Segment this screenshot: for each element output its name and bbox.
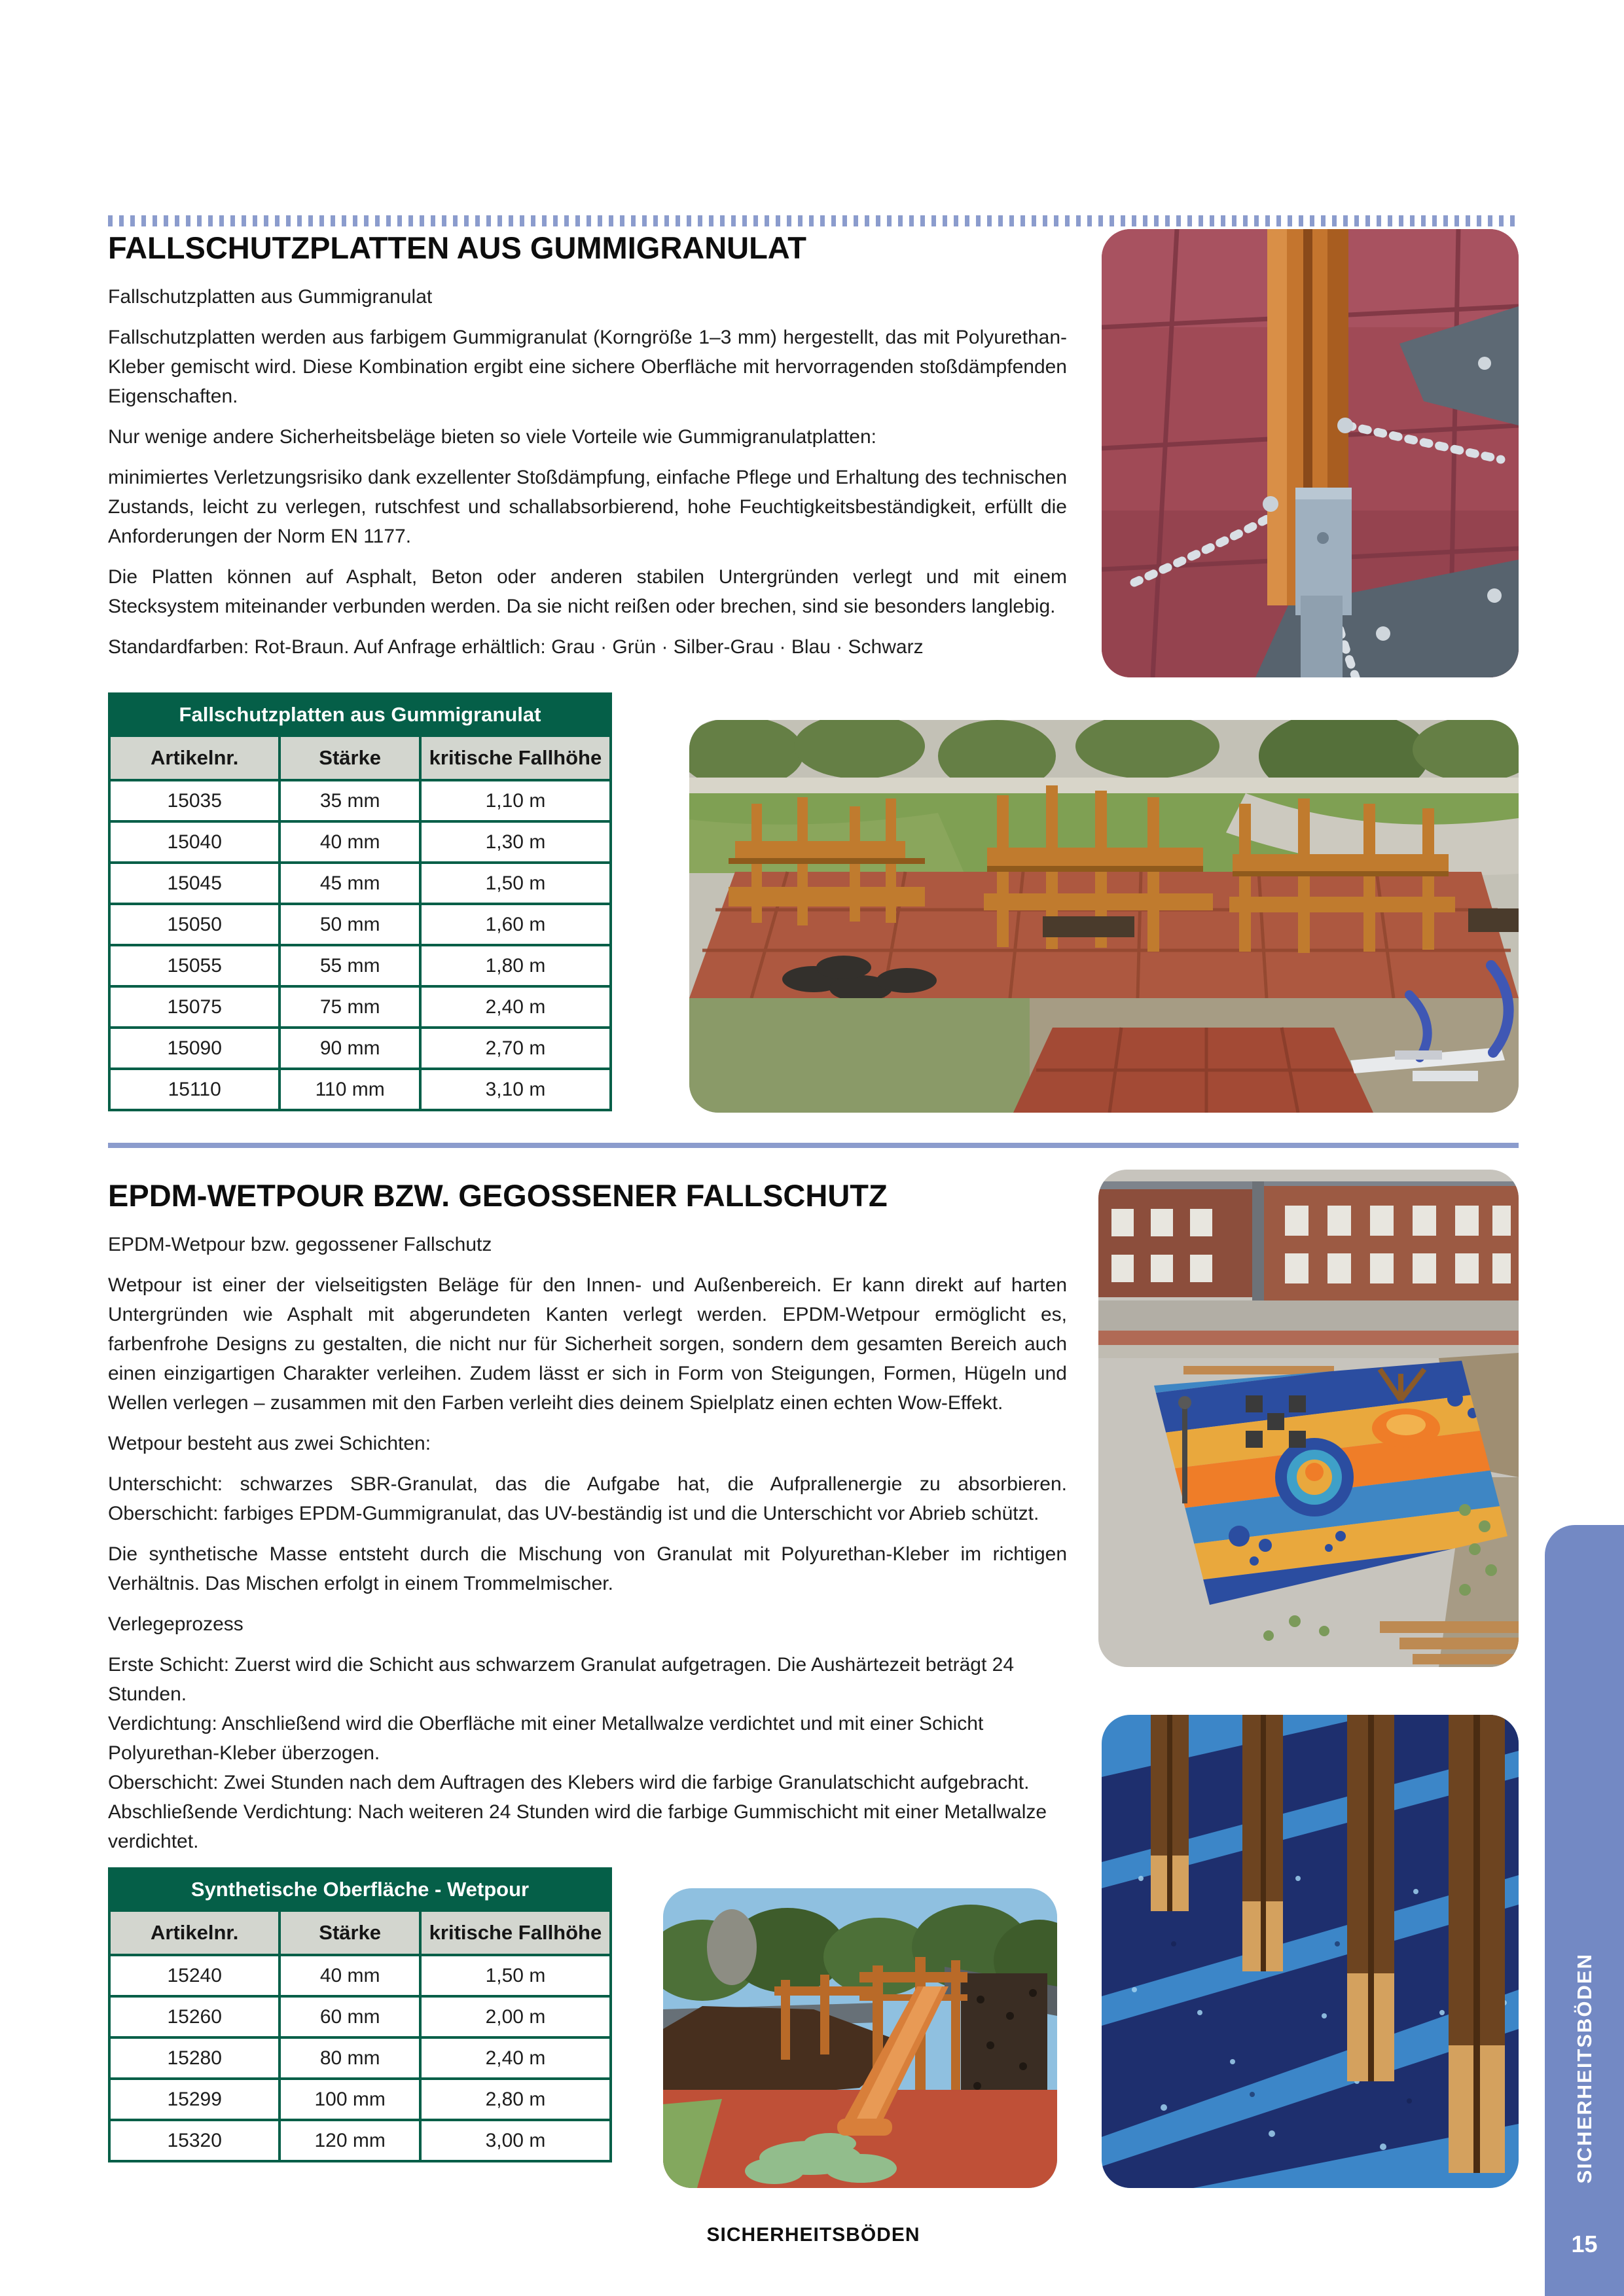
- cell-staerke: 60 mm: [280, 1996, 420, 2037]
- table-row: [109, 1028, 611, 1069]
- cell-staerke: 90 mm: [280, 1028, 420, 1069]
- cell-artikelnr: 15320: [109, 2120, 280, 2161]
- table-row: [109, 780, 611, 821]
- table-row: [109, 2037, 611, 2079]
- cell-artikelnr: 15045: [109, 863, 280, 904]
- cell-fallhoehe: 2,80 m: [420, 2079, 611, 2120]
- cell-staerke: 100 mm: [280, 2079, 420, 2120]
- section2-paragraph-3: Die synthetische Masse entsteht durch die Mischung von Granulat mit Polyurethan-Kleber im richtigen Verhältnis. Das Mischen erfolgt in einem Trommelmischer.: [108, 1543, 1067, 1594]
- cell-artikelnr: 15090: [109, 1028, 280, 1069]
- cell-staerke: 75 mm: [280, 986, 420, 1028]
- section2-step-2: Verdichtung: Anschließend wird die Oberfläche mit einer Metallwalze verdichtet und mit einer Schicht Polyurethan-Kleber überzogen.: [108, 1713, 984, 1764]
- cell-fallhoehe: 2,70 m: [420, 1028, 611, 1069]
- table2-col-artikelnr: Artikelnr.: [109, 1910, 280, 1955]
- cell-artikelnr: 15050: [109, 904, 280, 945]
- table-row: [109, 821, 611, 863]
- table-row: [109, 986, 611, 1028]
- cell-fallhoehe: 1,50 m: [420, 863, 611, 904]
- section2-paragraph-2: Wetpour besteht aus zwei Schichten:: [108, 1433, 431, 1454]
- cell-staerke: 40 mm: [280, 821, 420, 863]
- cell-artikelnr: 15040: [109, 821, 280, 863]
- table-row: [109, 2120, 611, 2161]
- cell-staerke: 110 mm: [280, 1069, 420, 1110]
- section2-subtitle: EPDM-Wetpour bzw. gegossener Fallschutz: [108, 1234, 492, 1255]
- table-row: [109, 904, 611, 945]
- cell-fallhoehe: 2,00 m: [420, 1996, 611, 2037]
- section1-paragraph-3: minimiertes Verletzungsrisiko dank exzellenter Stoßdämpfung, einfache Pflege und Erhaltung des technischen Zustands, leicht zu verlegen, rutschfest und schallabsorbierend, hohe Feuchtigkeitsbeständigkeit, erfüllt die Anforderungen der Norm EN 1177.: [108, 467, 1067, 547]
- cell-artikelnr: 15240: [109, 1955, 280, 1996]
- section2-step-1: Erste Schicht: Zuerst wird die Schicht aus schwarzem Granulat aufgetragen. Die Aushärtezeit beträgt 24 Stunden.: [108, 1654, 1015, 1705]
- photo-playground-red-tiles: [689, 720, 1519, 1113]
- cell-artikelnr: 15075: [109, 986, 280, 1028]
- section1-paragraph-4: Die Platten können auf Asphalt, Beton oder anderen stabilen Untergründen verlegt und mit einem Stecksystem miteinander verbunden werden. Da sie nicht reißen oder brechen, sind sie besonders langlebig.: [108, 566, 1067, 617]
- section1-colors-line: Standardfarben: Rot-Braun. Auf Anfrage erhältlich: Grau · Grün · Silber-Grau · Blau · Schwarz: [108, 636, 924, 658]
- table-row: [109, 1069, 611, 1110]
- photo-blue-wetpour-posts: [1102, 1715, 1519, 2188]
- table1-title: Fallschutzplatten aus Gummigranulat: [109, 694, 611, 736]
- table-header-row: [109, 736, 611, 780]
- section-epdm-wetpour: [108, 1178, 1067, 1856]
- section2-step-4: Abschließende Verdichtung: Nach weiteren 24 Stunden wird die farbige Gummischicht mit einer Metallwalze verdichtet.: [108, 1801, 1047, 1852]
- section-divider: [108, 1143, 1519, 1148]
- cell-fallhoehe: 2,40 m: [420, 2037, 611, 2079]
- table-wetpour: [108, 1867, 612, 2162]
- section2-step-3: Oberschicht: Zwei Stunden nach dem Auftragen des Klebers wird die farbige Granulatschicht aufgebracht.: [108, 1772, 1030, 1793]
- table1-col-artikelnr: Artikelnr.: [109, 736, 280, 780]
- table-row: [109, 863, 611, 904]
- table-row: [109, 1955, 611, 1996]
- cell-fallhoehe: 2,40 m: [420, 986, 611, 1028]
- cell-staerke: 120 mm: [280, 2120, 420, 2161]
- photo-rubber-tiles-post-chains: [1102, 229, 1519, 677]
- footer-chapter-label: SICHERHEITSBÖDEN: [706, 2224, 920, 2246]
- table-row: [109, 945, 611, 986]
- section1-subtitle: Fallschutzplatten aus Gummigranulat: [108, 286, 433, 308]
- section2-title: EPDM-WETPOUR BZW. GEGOSSENER FALLSCHUTZ: [108, 1178, 888, 1213]
- table2-col-fallhoehe: kritische Fallhöhe: [420, 1910, 611, 1955]
- section2-layer2: Oberschicht: farbiges EPDM-Gummigranulat, das UV-beständig ist und die Unterschicht vor Abrieb schützt.: [108, 1503, 1039, 1524]
- photo-slide-red-wetpour: [663, 1888, 1057, 2188]
- section1-paragraph-2: Nur wenige andere Sicherheitsbeläge bieten so viele Vorteile wie Gummigranulatplatten:: [108, 426, 877, 448]
- cell-artikelnr: 15110: [109, 1069, 280, 1110]
- table2-col-staerke: Stärke: [280, 1910, 420, 1955]
- table-row: [109, 1996, 611, 2037]
- chapter-sidebar: [1545, 1525, 1624, 2296]
- table-row: [109, 2079, 611, 2120]
- table1-col-staerke: Stärke: [280, 736, 420, 780]
- section-fallschutzplatten: [108, 230, 1067, 673]
- dotted-top-divider: [108, 215, 1519, 226]
- cell-fallhoehe: 3,00 m: [420, 2120, 611, 2161]
- table-fallschutzplatten: [108, 692, 612, 1111]
- cell-fallhoehe: 1,80 m: [420, 945, 611, 986]
- cell-artikelnr: 15055: [109, 945, 280, 986]
- sidebar-chapter-label: SICHERHEITSBÖDEN: [1572, 1952, 1596, 2183]
- table-header-row: [109, 1910, 611, 1955]
- cell-staerke: 50 mm: [280, 904, 420, 945]
- section2-paragraph-4: Verlegeprozess: [108, 1613, 244, 1635]
- cell-staerke: 80 mm: [280, 2037, 420, 2079]
- cell-artikelnr: 15280: [109, 2037, 280, 2079]
- cell-artikelnr: 15299: [109, 2079, 280, 2120]
- cell-fallhoehe: 1,60 m: [420, 904, 611, 945]
- photo-epdm-colorful-surface: [1098, 1170, 1519, 1667]
- cell-artikelnr: 15035: [109, 780, 280, 821]
- cell-staerke: 35 mm: [280, 780, 420, 821]
- table2-title: Synthetische Oberfläche - Wetpour: [109, 1869, 611, 1910]
- page-number: 15: [1571, 2231, 1598, 2257]
- cell-fallhoehe: 1,30 m: [420, 821, 611, 863]
- table-row: [109, 1869, 611, 1910]
- section1-paragraph-1: Fallschutzplatten werden aus farbigem Gummigranulat (Korngröße 1–3 mm) hergestellt, das mit Polyurethan-Kleber gemischt wird. Diese Kombination ergibt eine sichere Oberfläche mit hervorragenden stoßdämpfenden Eigenschaften.: [108, 327, 1067, 407]
- section1-title: FALLSCHUTZPLATTEN AUS GUMMIGRANULAT: [108, 230, 806, 265]
- cell-staerke: 45 mm: [280, 863, 420, 904]
- section2-paragraph-1: Wetpour ist einer der vielseitigsten Beläge für den Innen- und Außenbereich. Er kann direkt auf harten Untergründen wie Asphalt mit abgerundeten Kanten verlegt werden. EPDM-Wetpour ermöglicht es, farbenfrohe Designs zu gestalten, die nicht nur für Sicherheit sorgen, sondern dem gesamten Bereich auch einen einzigartigen Charakter verleihen. Zudem lässt er sich in Form von Steigungen, Formen, Hügeln und Wellen verlegen – zusammen mit den Farben verleiht dies deinem Spielplatz einen echten Wow-Effekt.: [108, 1274, 1067, 1414]
- cell-fallhoehe: 1,50 m: [420, 1955, 611, 1996]
- cell-fallhoehe: 1,10 m: [420, 780, 611, 821]
- section2-layer1: Unterschicht: schwarzes SBR-Granulat, das die Aufgabe hat, die Aufprallenergie zu absorbieren.: [108, 1473, 1067, 1495]
- cell-staerke: 40 mm: [280, 1955, 420, 1996]
- cell-fallhoehe: 3,10 m: [420, 1069, 611, 1110]
- cell-staerke: 55 mm: [280, 945, 420, 986]
- cell-artikelnr: 15260: [109, 1996, 280, 2037]
- table-row: [109, 694, 611, 736]
- table1-col-fallhoehe: kritische Fallhöhe: [420, 736, 611, 780]
